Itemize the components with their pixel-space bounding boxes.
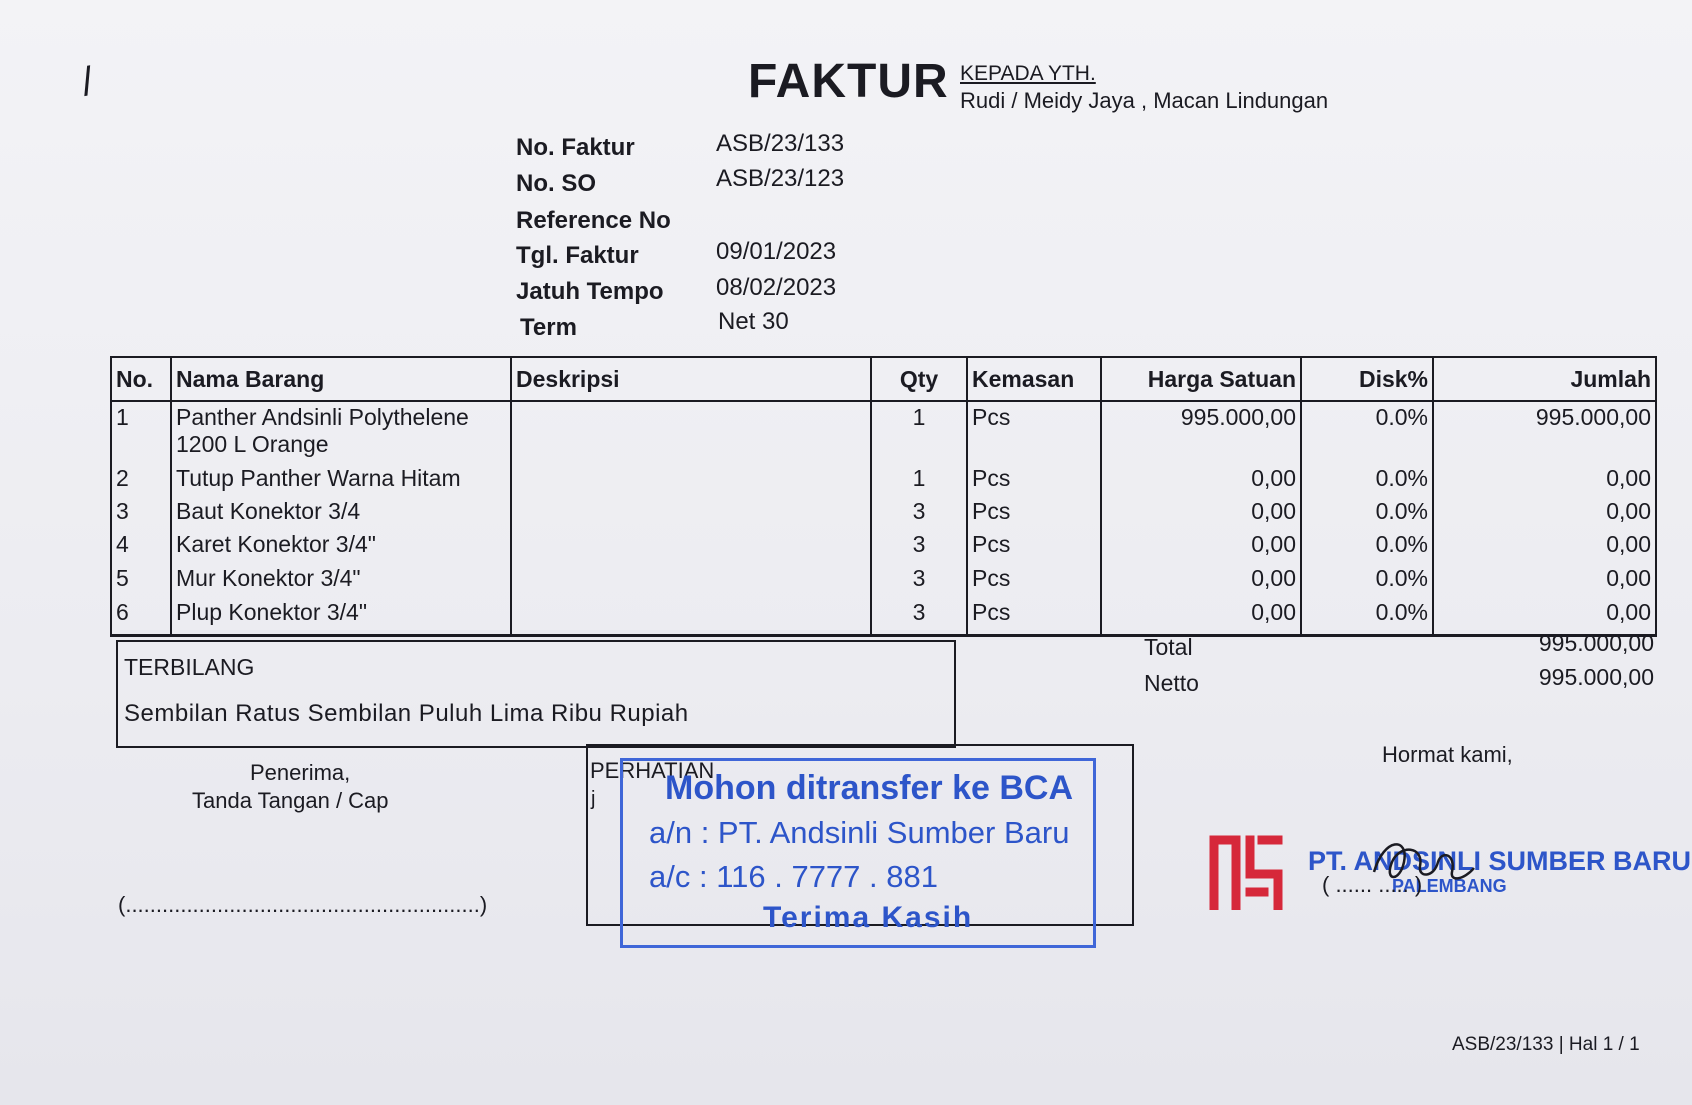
cell-harga-satuan: 995.000,00 bbox=[1101, 401, 1301, 463]
items-table bbox=[110, 356, 1657, 637]
company-seal-city: PALEMBANG bbox=[1392, 876, 1507, 896]
company-logo-icon bbox=[1206, 830, 1286, 910]
col-header-disk: Disk% bbox=[1301, 357, 1433, 401]
col-header-harga-satuan: Harga Satuan bbox=[1101, 357, 1301, 401]
document-title: FAKTUR bbox=[748, 55, 949, 108]
field-label-reference-no: Reference No bbox=[516, 207, 671, 234]
recipient-name: Rudi / Meidy Jaya , Macan Lindungan bbox=[960, 88, 1329, 113]
cell-harga-satuan: 0,00 bbox=[1101, 496, 1301, 529]
bank-transfer-stamp bbox=[620, 758, 1096, 948]
cell-nama-barang: Tutup Panther Warna Hitam bbox=[171, 463, 511, 496]
field-value-no-faktur: ASB/23/133 bbox=[716, 130, 845, 157]
field-value-term: Net 30 bbox=[718, 308, 789, 335]
company-seal-name: PT. ANDSINLI SUMBER BARU bbox=[1308, 846, 1692, 876]
sender-signature-line: ( ...... ..... ) bbox=[1322, 872, 1423, 897]
terbilang-text: Sembilan Ratus Sembilan Puluh Lima Ribu Rupiah bbox=[124, 700, 689, 727]
field-label-jatuh-tempo: Jatuh Tempo bbox=[516, 278, 664, 305]
table-row bbox=[111, 463, 1656, 496]
field-value-jatuh-tempo: 08/02/2023 bbox=[716, 274, 837, 301]
cell-disk: 0.0% bbox=[1301, 597, 1433, 635]
col-header-nama-barang: Nama Barang bbox=[171, 357, 511, 401]
cell-qty: 3 bbox=[871, 496, 967, 529]
cell-kemasan: Pcs bbox=[967, 496, 1101, 529]
cell-nama-barang: Plup Konektor 3/4" bbox=[171, 597, 511, 635]
col-header-deskripsi: Deskripsi bbox=[511, 357, 871, 401]
cell-deskripsi bbox=[511, 463, 871, 496]
cell-no: 2 bbox=[111, 463, 171, 496]
signature-icon bbox=[1364, 832, 1484, 892]
cell-kemasan: Pcs bbox=[967, 597, 1101, 635]
table-header-row bbox=[111, 357, 1656, 401]
cell-disk: 0.0% bbox=[1301, 529, 1433, 563]
cell-qty: 3 bbox=[871, 597, 967, 635]
cell-no: 1 bbox=[111, 401, 171, 463]
field-value-no-so: ASB/23/123 bbox=[716, 165, 845, 192]
netto-label: Netto bbox=[1144, 670, 1199, 696]
perhatian-heading: PERHATIAN bbox=[590, 758, 715, 783]
cell-disk: 0.0% bbox=[1301, 463, 1433, 496]
receiver-signature-line: (..........................................................) bbox=[118, 892, 488, 917]
cell-nama-barang: Karet Konektor 3/4" bbox=[171, 529, 511, 563]
cell-jumlah: 0,00 bbox=[1433, 529, 1656, 563]
cell-kemasan: Pcs bbox=[967, 463, 1101, 496]
total-label: Total bbox=[1144, 634, 1193, 660]
cell-no: 4 bbox=[111, 529, 171, 563]
cell-jumlah: 0,00 bbox=[1433, 496, 1656, 529]
receiver-label: Penerima, bbox=[250, 760, 351, 785]
stamp-line-thanks: Terima Kasih bbox=[763, 901, 974, 934]
cell-deskripsi bbox=[511, 496, 871, 529]
field-label-no-faktur: No. Faktur bbox=[516, 134, 635, 161]
field-label-term: Term bbox=[520, 314, 577, 341]
cell-jumlah: 0,00 bbox=[1433, 597, 1656, 635]
cell-harga-satuan: 0,00 bbox=[1101, 597, 1301, 635]
terbilang-heading: TERBILANG bbox=[124, 654, 255, 680]
stamp-line-account-name: a/n : PT. Andsinli Sumber Baru bbox=[649, 815, 1070, 850]
corner-mark: / bbox=[78, 59, 97, 105]
cell-jumlah: 0,00 bbox=[1433, 563, 1656, 597]
field-label-tgl-faktur: Tgl. Faktur bbox=[516, 242, 639, 269]
table-row bbox=[111, 563, 1656, 597]
sender-greeting: Hormat kami, bbox=[1382, 742, 1513, 767]
cell-harga-satuan: 0,00 bbox=[1101, 563, 1301, 597]
field-value-tgl-faktur: 09/01/2023 bbox=[716, 238, 837, 265]
perhatian-text: j bbox=[591, 788, 596, 810]
table-row bbox=[111, 496, 1656, 529]
cell-qty: 1 bbox=[871, 463, 967, 496]
cell-jumlah: 0,00 bbox=[1433, 463, 1656, 496]
cell-kemasan: Pcs bbox=[967, 401, 1101, 463]
cell-disk: 0.0% bbox=[1301, 496, 1433, 529]
cell-nama-barang: Baut Konektor 3/4 bbox=[171, 496, 511, 529]
recipient-heading: KEPADA YTH. bbox=[960, 62, 1096, 85]
cell-deskripsi bbox=[511, 529, 871, 563]
cell-nama-barang: Panther Andsinli Polythelene 1200 L Orange bbox=[171, 401, 511, 463]
col-header-jumlah: Jumlah bbox=[1433, 357, 1656, 401]
total-value: 995.000,00 bbox=[1538, 630, 1654, 656]
stamp-line-transfer: Mohon ditransfer ke BCA bbox=[665, 769, 1074, 807]
cell-kemasan: Pcs bbox=[967, 563, 1101, 597]
terbilang-box bbox=[116, 640, 956, 748]
cell-disk: 0.0% bbox=[1301, 401, 1433, 463]
cell-harga-satuan: 0,00 bbox=[1101, 529, 1301, 563]
cell-no: 6 bbox=[111, 597, 171, 635]
cell-qty: 3 bbox=[871, 563, 967, 597]
col-header-no: No. bbox=[111, 357, 171, 401]
cell-no: 5 bbox=[111, 563, 171, 597]
cell-qty: 1 bbox=[871, 401, 967, 463]
cell-deskripsi bbox=[511, 597, 871, 635]
cell-harga-satuan: 0,00 bbox=[1101, 463, 1301, 496]
col-header-qty: Qty bbox=[871, 357, 967, 401]
cell-qty: 3 bbox=[871, 529, 967, 563]
cell-deskripsi bbox=[511, 563, 871, 597]
cell-disk: 0.0% bbox=[1301, 563, 1433, 597]
field-label-no-so: No. SO bbox=[516, 170, 597, 197]
cell-jumlah: 995.000,00 bbox=[1433, 401, 1656, 463]
cell-nama-barang: Mur Konektor 3/4" bbox=[171, 563, 511, 597]
stamp-line-account-number: a/c : 116 . 7777 . 881 bbox=[649, 859, 938, 894]
table-row bbox=[111, 401, 1656, 463]
netto-value: 995.000,00 bbox=[1538, 664, 1654, 690]
page-footer: ASB/23/133 | Hal 1 / 1 bbox=[1452, 1034, 1640, 1055]
cell-deskripsi bbox=[511, 401, 871, 463]
cell-no: 3 bbox=[111, 496, 171, 529]
col-header-kemasan: Kemasan bbox=[967, 357, 1101, 401]
table-row bbox=[111, 529, 1656, 563]
cell-kemasan: Pcs bbox=[967, 529, 1101, 563]
receiver-sign-label: Tanda Tangan / Cap bbox=[192, 788, 389, 813]
table-row bbox=[111, 597, 1656, 635]
